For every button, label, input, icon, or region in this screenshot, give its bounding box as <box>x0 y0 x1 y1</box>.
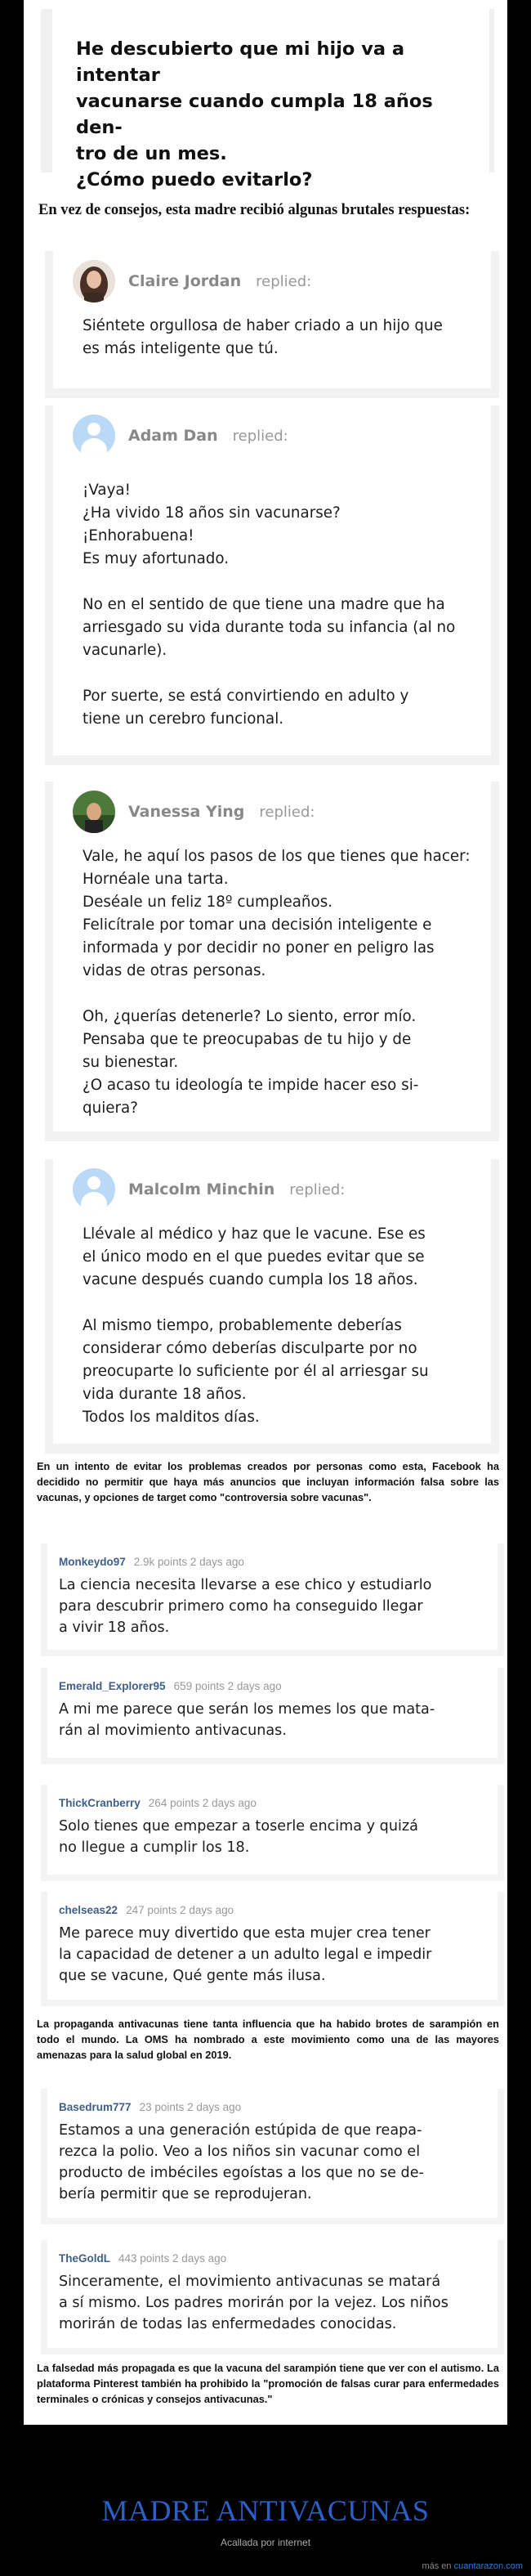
reply-card <box>45 782 499 1141</box>
reply-card-inner <box>53 782 491 1131</box>
info-note: La propaganda antivacunas tiene tanta influencia que ha habido brotes de sarampión en todo el mundo. La OMS ha nombrado a este movimiento como una de las mayores amenazas para la salud global en 2019. <box>37 2018 499 2061</box>
reply-author: Vanessa Ying <box>128 803 245 821</box>
reply-author: Adam Dan <box>128 427 218 445</box>
default-avatar-icon <box>73 414 115 457</box>
reply-body: Vale, he aquí los pasos de los que tienes que hacer: Hornéale una tarta. Deséale un feliz 18º cumpleaños. Felicítrale por tomar una decisión inteligente e informada y por decidir no poner en peligro las vidas de otras personas. Oh, ¿querías detenerle? Lo siento, error mío. Pensaba que te preocupabas de tu hijo y de su bienestar. ¿O acaso tu ideología te impide hacer eso si- quiera? <box>83 848 471 1117</box>
reply-card-inner <box>53 1159 491 1444</box>
comment-meta: 247 points 2 days ago <box>126 1904 234 1916</box>
reply-card <box>45 1159 499 1454</box>
source-prefix: más en <box>422 2561 452 2571</box>
comment-username[interactable]: Basedrum777 <box>59 2101 132 2113</box>
comment-body: Sinceramente, el movimiento antivacunas se matará a sí mismo. Los padres morirán por la vejez. Los niños morirán de todas las enfermedades conocidas. <box>59 2274 448 2332</box>
source-link[interactable]: cuantarazon.com <box>453 2561 523 2571</box>
reply-header <box>73 415 288 456</box>
comment-username[interactable]: Monkeydo97 <box>59 1556 126 1568</box>
comment-inner <box>47 2089 498 2218</box>
reply-body: Siéntete orgullosa de haber criado a un hijo que es más inteligente que tú. <box>83 317 443 357</box>
comment-inner <box>47 2240 498 2348</box>
comment-username[interactable]: chelseas22 <box>59 1904 118 1916</box>
reply-action: replied: <box>256 272 312 290</box>
post-subtitle: Acallada por internet <box>220 2537 311 2548</box>
reply-card <box>45 405 499 765</box>
meme-panel <box>24 0 507 2425</box>
reply-action: replied: <box>232 427 288 445</box>
reply-card-inner <box>53 405 491 755</box>
comment-card <box>41 1543 504 1656</box>
reply-card <box>45 251 499 398</box>
comment-meta: 264 points 2 days ago <box>148 1797 257 1809</box>
comment-card <box>41 1668 504 1764</box>
intro-text: En vez de consejos, esta madre recibió algunas brutales respuestas: <box>38 202 471 218</box>
info-note: En un intento de evitar los problemas creados por personas como esta, Facebook ha decidido no permitir que haya más anuncios que incluyan información falsa sobre las vacunas, y opciones de target como "controversia sobre vacunas". <box>37 1460 499 1503</box>
comment-card <box>41 1892 504 2006</box>
reply-action: replied: <box>289 1180 346 1198</box>
comment-meta: 2.9k points 2 days ago <box>133 1556 244 1568</box>
reply-author: Claire Jordan <box>128 272 242 290</box>
comment-meta: 443 points 2 days ago <box>118 2252 227 2265</box>
reply-author: Malcolm Minchin <box>128 1180 275 1198</box>
avatar <box>73 260 115 302</box>
comment-body: Solo tienes que empezar a toserle encima y quizá no llegue a cumplir los 18. <box>59 1818 418 1856</box>
reply-card-inner <box>53 251 491 388</box>
comment-inner <box>47 1892 498 2000</box>
reply-header <box>73 1169 345 1210</box>
comment-username[interactable]: ThickCranberry <box>59 1797 141 1809</box>
comment-username[interactable]: Emerald_Explorer95 <box>59 1680 166 1692</box>
source-credit <box>422 2561 523 2571</box>
default-avatar-icon <box>73 1168 115 1211</box>
reply-action: replied: <box>259 803 315 821</box>
comment-meta: 659 points 2 days ago <box>173 1680 282 1692</box>
comment-username[interactable]: TheGoldL <box>59 2252 110 2265</box>
woman-photo-icon <box>73 260 115 302</box>
comment-card <box>41 2089 504 2224</box>
avatar <box>73 791 115 833</box>
post-title[interactable]: MADRE ANTIVACUNAS <box>101 2494 430 2527</box>
question-box <box>41 9 494 190</box>
reply-body: ¡Vaya! ¿Ha vivido 18 años sin vacunarse? ¡Enhorabuena! Es muy afortunado. No en el sentido de que tiene una madre que ha arriesgado su vida durante toda su infancia (al no vacunarle). Por suerte, se está convirtiendo en adulto y tiene un cerebro funcional. <box>83 482 456 728</box>
info-note: La falsedad más propagada es que la vacuna del sarampión tiene que ver con el autismo. La plataforma Pinterest también ha prohibido la "promoción de falsas curar para enfermedades terminales o crónicas y consejos antivacunas." <box>37 2362 499 2405</box>
comment-inner <box>47 1785 498 1875</box>
reply-header <box>73 261 311 302</box>
comment-body: A mi me parece que serán los memes los que mata- rán al movimiento antivacunas. <box>59 1701 435 1739</box>
comment-body: La ciencia necesita llevarse a ese chico y estudiarlo para descubrir primero como ha conseguido llegar a vivir 18 años. <box>59 1577 432 1636</box>
reply-header <box>73 791 315 832</box>
comment-body: Estamos a una generación estúpida de que reapa- rezca la polio. Veo a los niños sin vacunar como el producto de imbéciles egoístas a los que no se de- bería permitir que se reprodujeran. <box>59 2122 424 2202</box>
comment-card <box>41 1785 504 1881</box>
comment-inner <box>47 1668 498 1758</box>
question-inner <box>52 9 489 190</box>
reply-body: Llévale al médico y haz que le vacune. Ese es el único modo en el que puedes evitar que se vacune después cuando cumpla los 18 años. Al mismo tiempo, probablemente deberías considerar cómo deberías disculparte por no preocuparte lo suficiente por él al arriesgar su vida durante 18 años. Todos los malditos días. <box>83 1225 429 1426</box>
comment-body: Me parece muy divertido que esta mujer crea tener la capacidad de detener a un adulto legal e impedir que se vacune, Qué gente más ilusa. <box>59 1925 432 1984</box>
man-photo-icon <box>73 791 115 833</box>
comment-meta: 23 points 2 days ago <box>139 2101 242 2113</box>
comment-card <box>41 2240 504 2354</box>
question-text: He descubierto que mi hijo va a intentar vacunarse cuando cumpla 18 años den- tro de un mes. ¿Cómo puedo evitarlo? <box>76 38 433 190</box>
comment-inner <box>47 1543 498 1650</box>
